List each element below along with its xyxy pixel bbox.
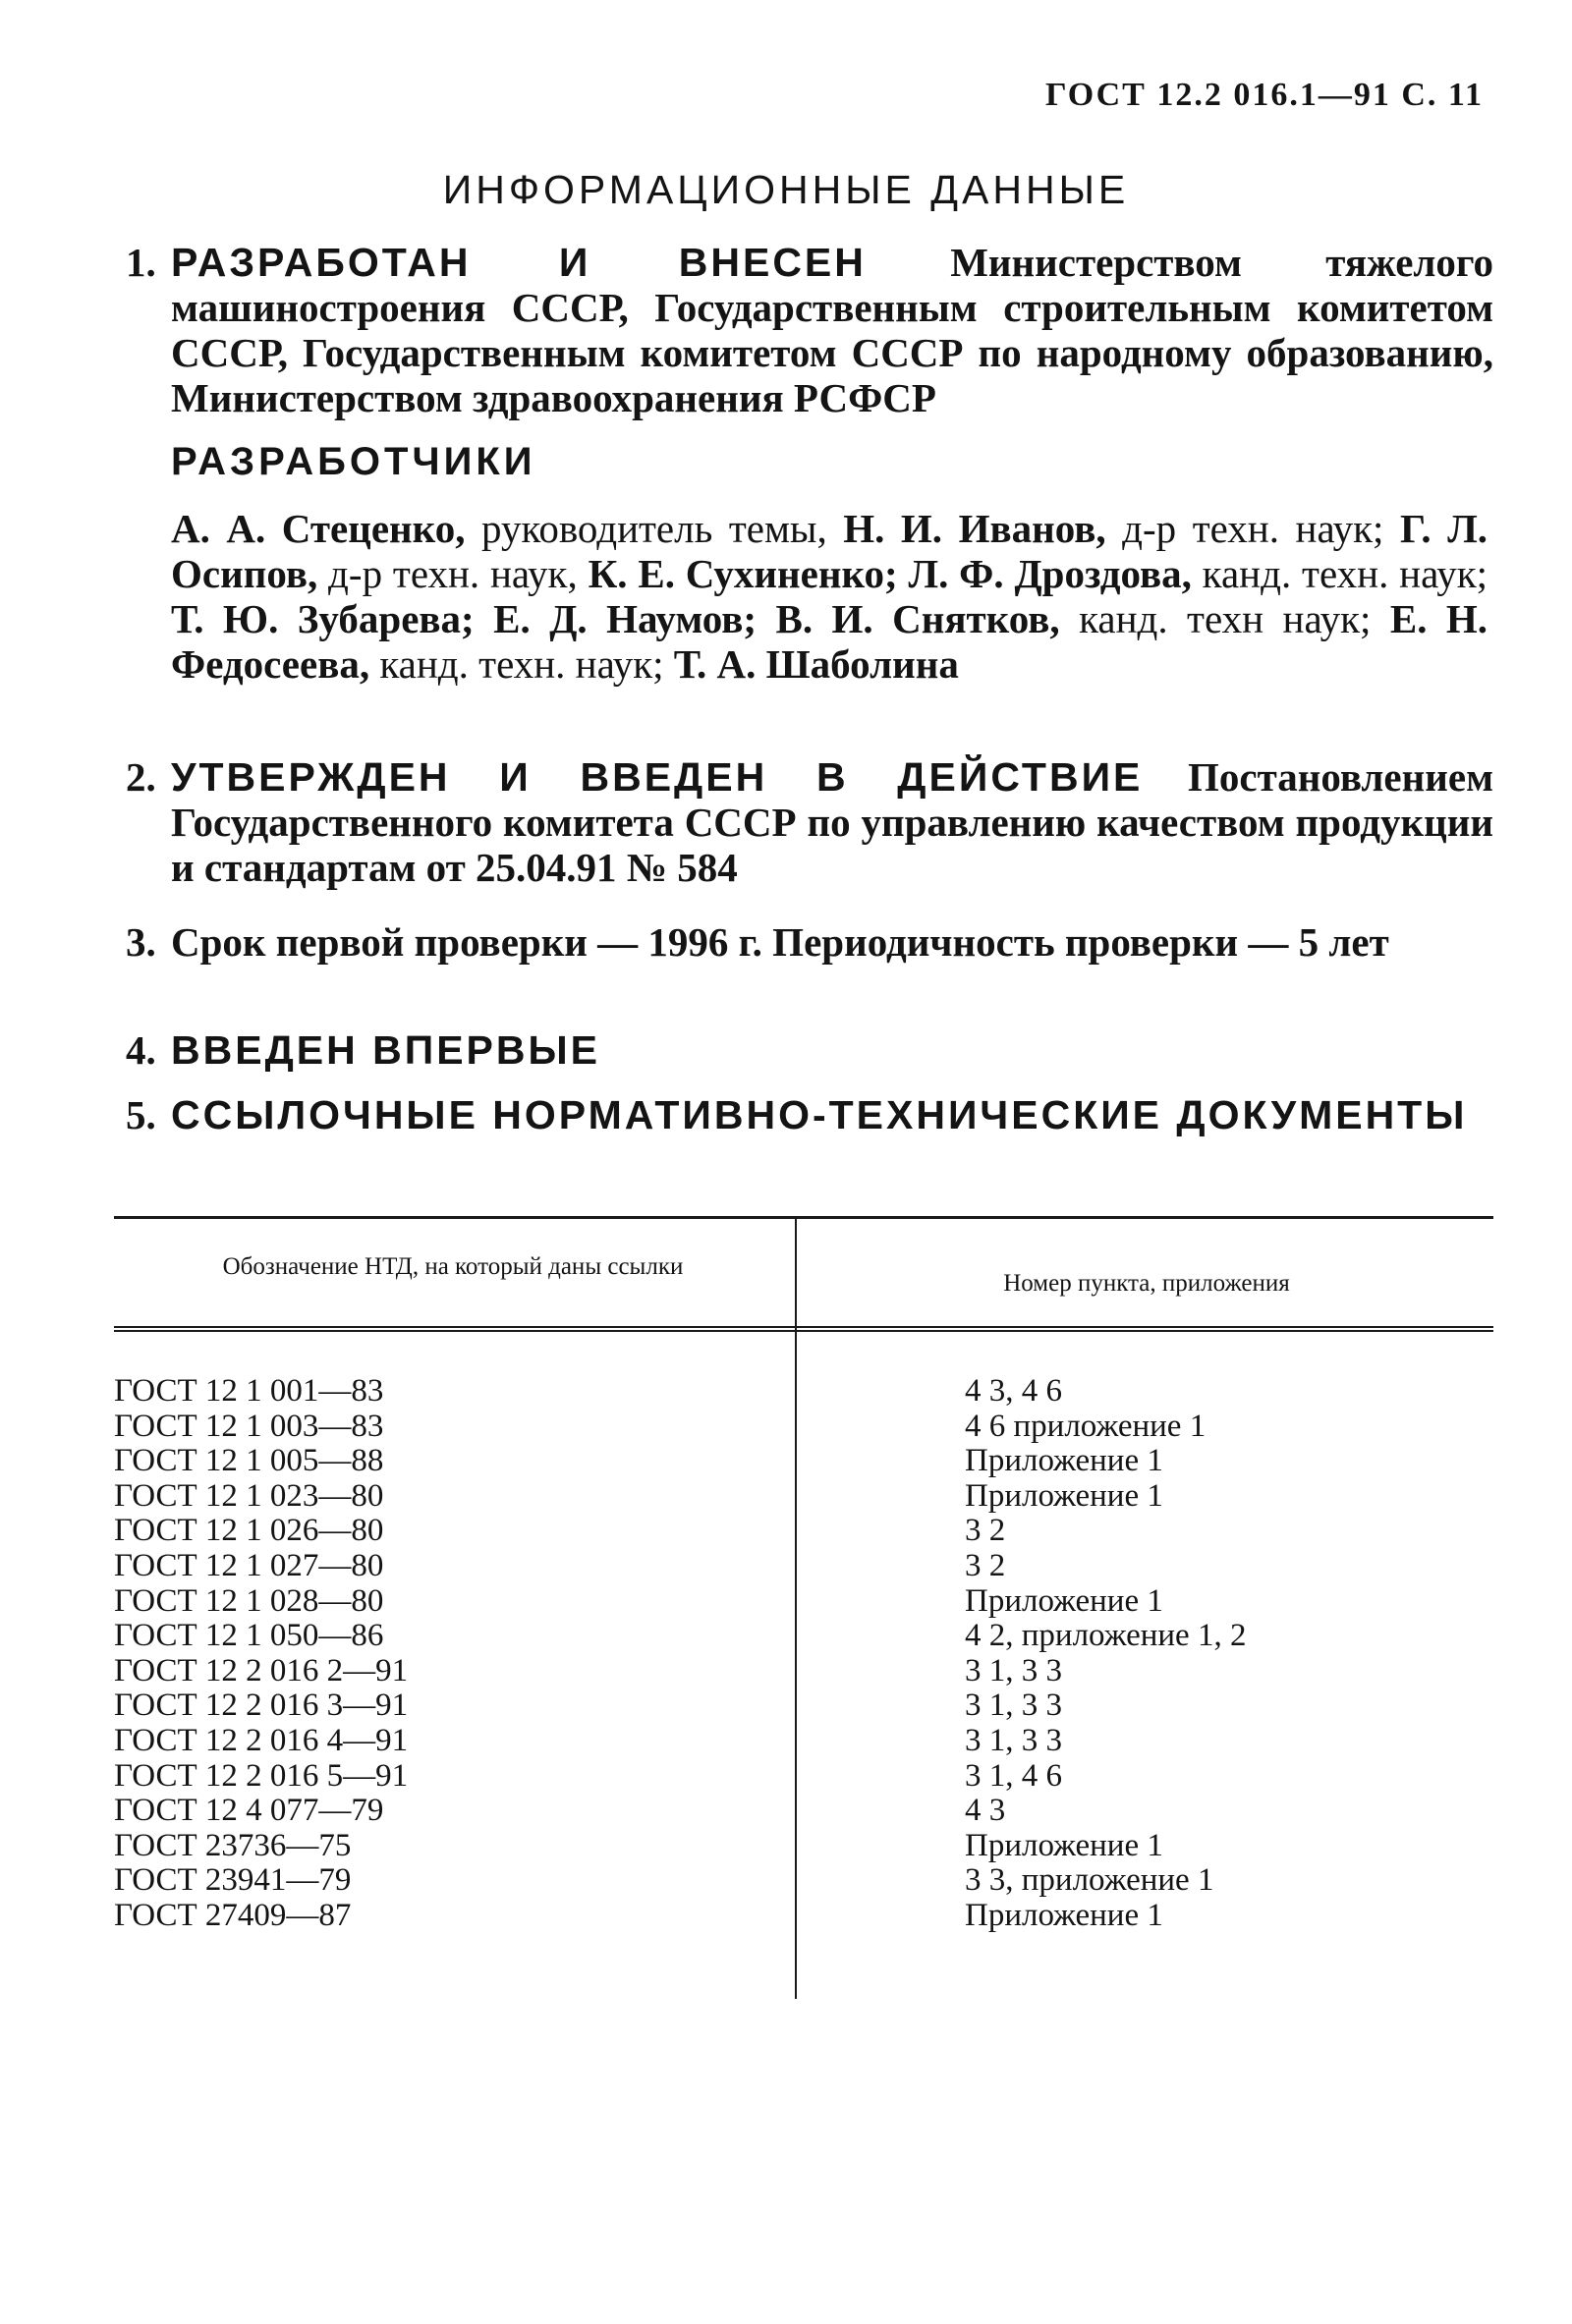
developer-role: д-р техн. наук, bbox=[317, 551, 589, 596]
info-item-1 bbox=[128, 240, 1493, 420]
cell-reference: 3 1, 3 3 bbox=[965, 1688, 1062, 1724]
developer-role: руководитель темы, bbox=[465, 506, 844, 551]
item-lead: ССЫЛОЧНЫЕ НОРМАТИВНО-ТЕХНИЧЕСКИЕ ДОКУМЕНТЫ bbox=[171, 1092, 1468, 1137]
cell-document: ГОСТ 12 1 023—80 bbox=[114, 1477, 384, 1514]
cell-document: ГОСТ 12 1 028—80 bbox=[114, 1582, 384, 1619]
developer-name: Т. Ю. Зубарева; bbox=[171, 596, 475, 641]
column-header-document: Обозначение НТД, на который даны ссылки bbox=[222, 1253, 684, 1280]
table-row bbox=[114, 1443, 1493, 1478]
table-row bbox=[114, 1862, 1493, 1898]
item-text: Постановлением Государственного комитета СССР по управлению качеством продукции и стандартам от 25.04.91 № 584 bbox=[171, 754, 1494, 890]
cell-reference: Приложение 1 bbox=[965, 1827, 1163, 1863]
table-row bbox=[114, 1478, 1493, 1514]
developer-role: д-р техн. наук; bbox=[1105, 506, 1400, 551]
developer-name: А. А. Стеценко, bbox=[171, 506, 466, 551]
cell-document: ГОСТ 23941—79 bbox=[114, 1862, 352, 1899]
table-row bbox=[114, 1513, 1493, 1548]
cell-reference: 4 3, 4 6 bbox=[965, 1373, 1062, 1409]
developer-role: канд. техн. наук; bbox=[1191, 551, 1488, 596]
item-number: 3. bbox=[126, 919, 156, 965]
cell-reference: 3 3, приложение 1 bbox=[965, 1862, 1214, 1899]
developer-name: Т. А. Шаболина bbox=[673, 641, 959, 687]
cell-document: ГОСТ 12 1 027—80 bbox=[114, 1547, 384, 1583]
cell-reference: Приложение 1 bbox=[965, 1443, 1163, 1479]
developer-role bbox=[757, 596, 775, 641]
cell-reference: 3 2 bbox=[965, 1547, 1006, 1583]
cell-document: ГОСТ 12 2 016 4—91 bbox=[114, 1722, 409, 1758]
cell-document: ГОСТ 12 1 003—83 bbox=[114, 1408, 384, 1444]
info-item-4 bbox=[128, 1027, 1493, 1073]
cell-reference: 4 2, приложение 1, 2 bbox=[965, 1618, 1247, 1654]
cell-reference: Приложение 1 bbox=[965, 1582, 1163, 1619]
cell-reference: 4 3 bbox=[965, 1793, 1006, 1829]
cell-document: ГОСТ 12 1 050—86 bbox=[114, 1618, 384, 1654]
cell-document: ГОСТ 27409—87 bbox=[114, 1897, 352, 1933]
table-row bbox=[114, 1653, 1493, 1688]
table-row bbox=[114, 1793, 1493, 1828]
cell-reference: 4 6 приложение 1 bbox=[965, 1408, 1207, 1444]
table-row bbox=[114, 1758, 1493, 1794]
table-row bbox=[114, 1548, 1493, 1583]
developer-name: Е. Н. Федосеева, bbox=[171, 596, 1488, 687]
table-row bbox=[114, 1688, 1493, 1723]
cell-document: ГОСТ 12 2 016 3—91 bbox=[114, 1688, 409, 1724]
cell-reference: Приложение 1 bbox=[965, 1897, 1163, 1933]
developer-name: Н. И. Иванов, bbox=[843, 506, 1106, 551]
table-row bbox=[114, 1618, 1493, 1653]
info-item-2 bbox=[128, 754, 1493, 890]
cell-reference: Приложение 1 bbox=[965, 1477, 1163, 1514]
cell-reference: 3 1, 4 6 bbox=[965, 1757, 1062, 1794]
developer-role bbox=[898, 551, 909, 596]
column-header-reference: Номер пункта, приложения bbox=[1003, 1270, 1290, 1297]
cell-document: ГОСТ 12 1 001—83 bbox=[114, 1373, 384, 1409]
item-text: Срок первой проверки — 1996 г. Периодичность проверки — 5 лет bbox=[171, 919, 1389, 965]
info-item-5 bbox=[128, 1092, 1493, 1137]
cell-document: ГОСТ 12 1 026—80 bbox=[114, 1513, 384, 1549]
cell-document: ГОСТ 12 2 016 2—91 bbox=[114, 1652, 409, 1688]
cell-reference: 3 1, 3 3 bbox=[965, 1722, 1062, 1758]
item-body bbox=[171, 240, 1493, 420]
cell-document: ГОСТ 12 1 005—88 bbox=[114, 1443, 384, 1479]
item-body bbox=[171, 1092, 1493, 1137]
item-body bbox=[171, 1027, 1493, 1073]
developer-name: Е. Д. Наумов; bbox=[493, 596, 758, 641]
table-row bbox=[114, 1828, 1493, 1863]
developer-name: Г. Л. Осипов, bbox=[171, 506, 1488, 596]
item-lead: ВВЕДЕН ВПЕРВЫЕ bbox=[171, 1027, 600, 1073]
table-body bbox=[114, 1373, 1493, 1933]
developer-name: К. Е. Сухиненко; bbox=[588, 551, 898, 596]
table-row bbox=[114, 1898, 1493, 1933]
developers-heading: РАЗРАБОТЧИКИ bbox=[171, 440, 536, 483]
item-number: 1. bbox=[126, 240, 156, 285]
cell-document: ГОСТ 23736—75 bbox=[114, 1827, 352, 1863]
developer-role: канд. техн. наук; bbox=[369, 641, 674, 687]
cell-document: ГОСТ 12 2 016 5—91 bbox=[114, 1757, 409, 1794]
table-row bbox=[114, 1373, 1493, 1409]
developers-list bbox=[171, 506, 1488, 687]
item-lead: РАЗРАБОТАН И ВНЕСЕН bbox=[171, 240, 867, 285]
item-lead: УТВЕРЖДЕН И ВВЕДЕН В ДЕЙСТВИЕ bbox=[171, 754, 1144, 800]
table-row bbox=[114, 1409, 1493, 1444]
item-body bbox=[171, 919, 1493, 965]
info-item-3 bbox=[128, 919, 1493, 965]
page-header: ГОСТ 12.2 016.1—91 С. 11 bbox=[1044, 77, 1484, 113]
developer-name: В. И. Снятков, bbox=[775, 596, 1060, 641]
table-row bbox=[114, 1723, 1493, 1758]
cell-document: ГОСТ 12 4 077—79 bbox=[114, 1793, 384, 1829]
developer-role: канд. техн наук; bbox=[1059, 596, 1390, 641]
developer-role bbox=[475, 596, 493, 641]
cell-reference: 3 1, 3 3 bbox=[965, 1652, 1062, 1688]
item-body bbox=[171, 754, 1493, 890]
item-number: 4. bbox=[126, 1027, 156, 1073]
item-number: 5. bbox=[126, 1092, 156, 1137]
page-title: ИНФОРМАЦИОННЫЕ ДАННЫЕ bbox=[442, 167, 1130, 212]
item-number: 2. bbox=[126, 754, 156, 800]
cell-reference: 3 2 bbox=[965, 1513, 1006, 1549]
developer-name: Л. Ф. Дроздова, bbox=[908, 551, 1192, 596]
table-top-rule bbox=[114, 1216, 1493, 1219]
table-header-rule bbox=[114, 1326, 1493, 1332]
table-row bbox=[114, 1583, 1493, 1619]
item-text: Министерством тяжелого машиностроения СССР, Государственным строительным комитетом СССР, Государственным комитетом СССР по народному образованию, Министерством здравоохранения РСФСР bbox=[171, 240, 1493, 420]
